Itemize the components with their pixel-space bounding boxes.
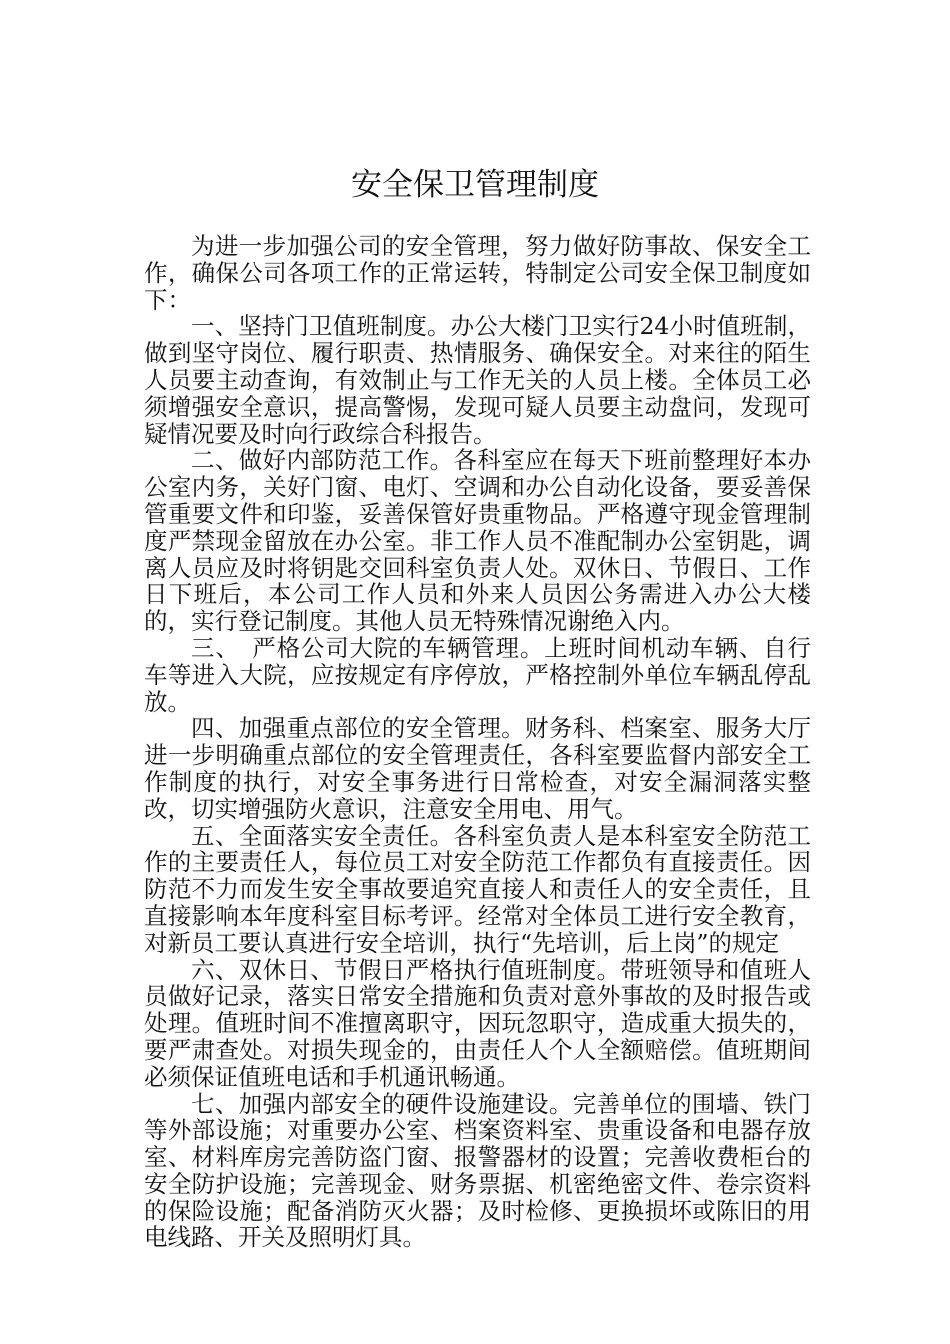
paragraph-intro: 为进一步加强公司的安全管理，努力做好防事故、保安全工作，确保公司各项工作的正常运转，特制定公司安全保卫制度如下： [144, 232, 811, 314]
paragraph-gate-duty: 一、坚持门卫值班制度。办公大楼门卫实行24小时值班制，做到坚守岗位、履行职责、热情服务、确保安全。对来往的陌生人员要主动查询，有效制止与工作无关的人员上楼。全体员工必须增强安全意识，提高警惕，发现可疑人员要主动盘问，发现可疑情况要及时向行政综合科报告。 [144, 312, 811, 448]
document-body [144, 233, 811, 1251]
paragraph-responsibility: 五、全面落实安全责任。各科室负责人是本科室安全防范工作的主要责任人，每位员工对安全防范工作都负有直接责任。因防范不力而发生安全事故要追究直接人和责任人的安全责任，且直接影响本年度科室目标考评。经常对全体员工进行安全教育，对新员工要认真进行安全培训，执行“先培训，后上岗”的规定 [144, 821, 811, 957]
paragraph-internal-prevention: 二、做好内部防范工作。各科室应在每天下班前整理好本办公室内务，关好门窗、电灯、空调和办公自动化设备，要妥善保管重要文件和印鉴，妥善保管好贵重物品。严格遵守现金管理制度严禁现金留放在办公室。非工作人员不准配制办公室钥匙，调离人员应及时将钥匙交回科室负责人处。双休日、节假日、工作日下班后，本公司工作人员和外来人员因公务需进入办公大楼的，实行登记制度。其他人员无特殊情况谢绝入内。 [144, 446, 811, 636]
document-title: 安全保卫管理制度 [351, 167, 599, 203]
paragraph-hardware-facilities: 七、加强内部安全的硬件设施建设。完善单位的围墙、铁门等外部设施；对重要办公室、档案资料室、贵重设备和电器存放室、材料库房完善防盗门窗、报警器材的设置；完善收费柜台的安全防护设施；完善现金、财务票据、机密绝密文件、卷宗资料的保险设施；配备消防灭火器；及时检修、更换损坏或陈旧的用电线路、开关及照明灯具。 [144, 1089, 811, 1252]
paragraph-holiday-duty: 六、双休日、节假日严格执行值班制度。带班领导和值班人员做好记录，落实日常安全措施和负责对意外事故的及时报告或处理。值班时间不准擅离职守，因玩忽职守，造成重大损失的，要严肃查处。对损失现金的，由责任人个人全额赔偿。值班期间必须保证值班电话和手机通讯畅通。 [144, 955, 811, 1091]
paragraph-vehicle-management: 三、 严格公司大院的车辆管理。上班时间机动车辆、自行车等进入大院，应按规定有序停放，严格控制外单位车辆乱停乱放。 [144, 633, 811, 716]
paragraph-key-areas: 四、加强重点部位的安全管理。财务科、档案室、服务大厅进一步明确重点部位的安全管理责任，各科室要监督内部安全工作制度的执行，对安全事务进行日常检查，对安全漏洞落实整改，切实增强防火意识，注意安全用电、用气。 [144, 714, 811, 823]
